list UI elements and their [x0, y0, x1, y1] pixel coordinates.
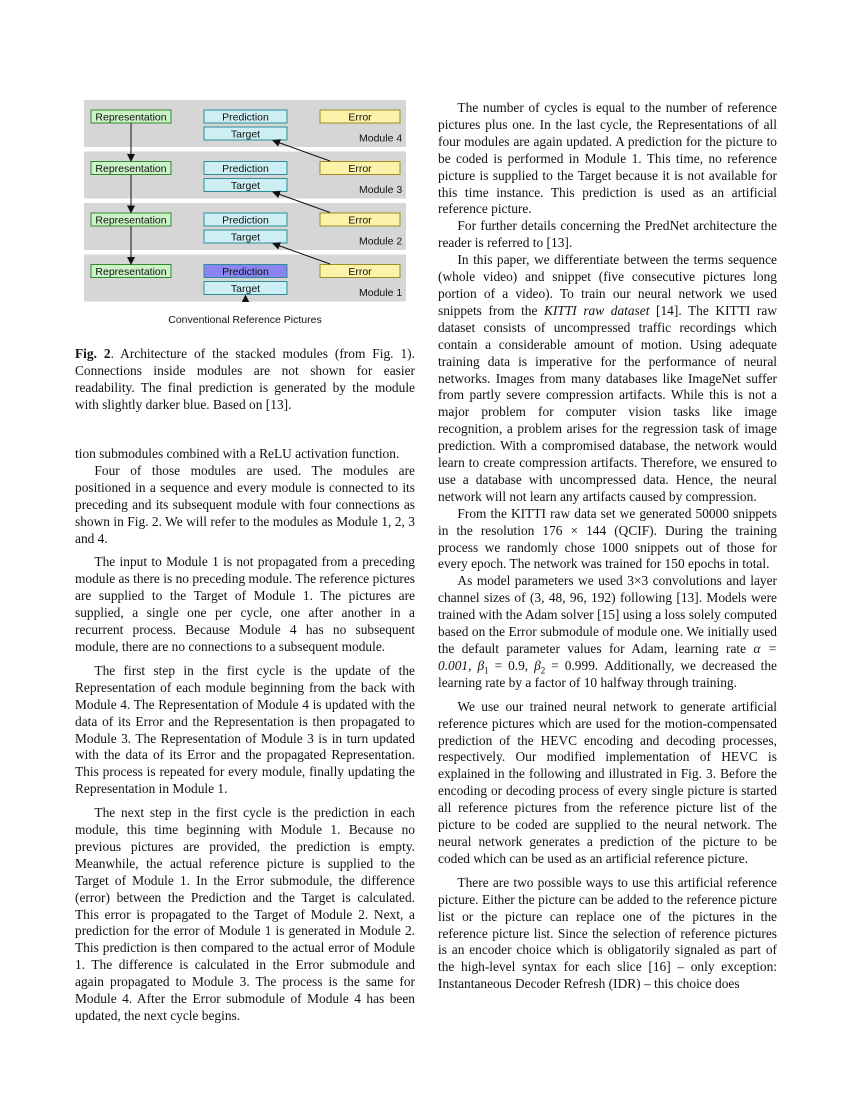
paragraph: From the KITTI raw data set we generated 50000 snippets in the resolution 176 × 144 (QCIF). During the training process we randomly chose 1000 snippets out of those for every epoch. The network was trained for 150 epochs in total. [438, 505, 777, 572]
paragraph: The number of cycles is equal to the number of reference pictures plus one. In the last cycle, the Representations of all four modules are again updated. A prediction for the picture to be coded is performed in Module 1. This time, no reference picture is supplied to the Target because it is not available for this time instance. This prediction is used as an artificial reference picture. [438, 100, 777, 217]
text-run: [14]. The KITTI raw dataset consists of uncompressed traffic recordings which contain a considerable amount of motion. Using adequate training data is imperative for the performance of neural networks. Images from many databases like ImageNet suffer from partly severe compression artifacts. While this is not a major problem for computer vision tasks like image recognition, a problem arises for the regression task of image prediction. With a compromised database, the network would learn to create compression artifacts. Therefore, we ensured to use a database with uncompressed data. Hence, the neural network will not learn any artifacts caused by compression. [438, 302, 777, 504]
module-name: Module 1 [359, 286, 403, 299]
beta1-value: = 0.9, [488, 657, 535, 673]
error-label: Error [348, 111, 372, 124]
representation-label: Representation [95, 162, 167, 175]
error-label: Error [348, 162, 372, 175]
representation-label: Representation [95, 214, 167, 227]
paragraph: The first step in the first cycle is the update of the Representation of each module beginning from the back with Module 4. The Representation of Module 4 is updated with the data of its Error and the Representation is then propagated to Module 3. The Representation of Module 3 is in turn updated with the data of its Error and the propagated Representation. This process is repeated for every module, finally updating the Representation in Module 1. [75, 662, 415, 797]
paragraph: We use our trained neural network to generate artificial reference pictures which are used for the motion-compensated prediction of the HEVC encoding and decoding processes, respectively. Our modified implementation of HEVC is explained in the following and illustrated in Fig. 3. Before the encoding or decoding process of every single picture is started all reference pictures from the reference picture list of the picture to be coded are supplied to the neural network. The neural network generates a prediction of the picture to be coded which can be used as an artificial reference picture. [438, 698, 777, 866]
text-run: . Additionally, we decreased the learning rate by a factor of 10 halfway through training. [438, 657, 777, 690]
representation-label: Representation [95, 265, 167, 278]
beta2-subscript: 2 [540, 665, 546, 676]
caption-text: . Architecture of the stacked modules (from Fig. 1). Connections inside modules are not shown for easier readability. The final prediction is generated by the module with slightly darker blue. Based on [13]. [75, 346, 415, 412]
module-name: Module 4 [359, 132, 403, 145]
paragraph: The next step in the first cycle is the prediction in each module, this time beginning with Module 1. Because no previous pictures are provided, the prediction is empty. Meanwhile, the actual reference picture is supplied to the Target of Module 1. In the Error submodule, the difference (error) between the Prediction and the Target is calculated. This error is propagated to the Target of Module 2. Next, a prediction for the error of Module 1 is generated in Module 2. This prediction is then compared to the actual error of Module 1. The difference is calculated in the Error submodule and again propagated to Module 3. The process is the same for Module 4. After the Error submodule of Module 4 has been updated, the next cycle begins. [75, 805, 415, 1023]
right-column [438, 100, 777, 993]
left-column [75, 446, 415, 1025]
prediction-label: Prediction [222, 265, 269, 278]
paragraph [438, 573, 777, 691]
paragraph: For further details concerning the PredNet architecture the reader is referred to [13]. [438, 218, 777, 251]
paragraph: Four of those modules are used. The modules are positioned in a sequence and every module is connected to its preceding and its subsequent module with four connections as shown in Fig. 2. We will refer to the modules as Module 1, 2, 3 and 4. [75, 462, 415, 546]
paragraph: There are two possible ways to use this artificial reference picture. Either the picture can be added to the reference picture list or the picture can replace one of the pictures in the reference picture list. Since the selection of reference pictures is an encoder choice which is obligatorily signaled as part of the high-level syntax for each slice [16] – only exception: Instantaneous Decoder Refresh (IDR) – this choice does [438, 874, 777, 992]
representation-label: Representation [95, 111, 167, 124]
figure-caption [75, 346, 415, 414]
text-run: In this paper, we differentiate between the terms sequence (whole video) and snippet (five consecutive pictures long portion of a video). To train our neural network we used snippets from the [438, 252, 777, 318]
prediction-label: Prediction [222, 162, 269, 175]
architecture-diagram [84, 100, 406, 302]
caption-label: Fig. 2 [75, 346, 111, 361]
prediction-label: Prediction [222, 111, 269, 124]
module-name: Module 2 [359, 235, 403, 248]
target-label: Target [230, 128, 261, 141]
alpha-value: α = 0.001, [438, 641, 777, 673]
prediction-label: Prediction [222, 214, 269, 227]
target-label: Target [230, 282, 261, 295]
beta2-value: = 0.999 [545, 657, 595, 673]
module-name: Module 3 [359, 183, 403, 196]
figure-bottom-label: Conventional Reference Pictures [168, 314, 322, 326]
paragraph: The input to Module 1 is not propagated from a preceding module as there is no preceding module. The reference pictures are supplied to the Target of Module 1. The pictures are supplied, a single one per cycle, one after another in a recurrent process. Because Module 4 has no subsequent module, there are no connections to a subsequent module. [75, 554, 415, 654]
dataset-name: KITTI raw dataset [544, 302, 650, 318]
paragraph [438, 252, 777, 506]
beta1-symbol: β [477, 657, 485, 673]
paragraph: tion submodules combined with a ReLU activation function. [75, 446, 400, 461]
architecture-figure [84, 100, 406, 302]
error-label: Error [348, 265, 372, 278]
target-label: Target [230, 231, 261, 244]
target-label: Target [230, 179, 261, 192]
error-label: Error [348, 214, 372, 227]
text-run: As model parameters we used 3×3 convolutions and layer channel sizes of (3, 48, 96, 192) following [13]. Models were trained with the Adam solver [15] using a loss solely computed based on the Error submodule of module one. We initially used the default parameter values for Adam, learning rate [438, 573, 777, 656]
beta2-symbol: β [534, 657, 541, 673]
beta1-subscript: 1 [484, 665, 489, 676]
